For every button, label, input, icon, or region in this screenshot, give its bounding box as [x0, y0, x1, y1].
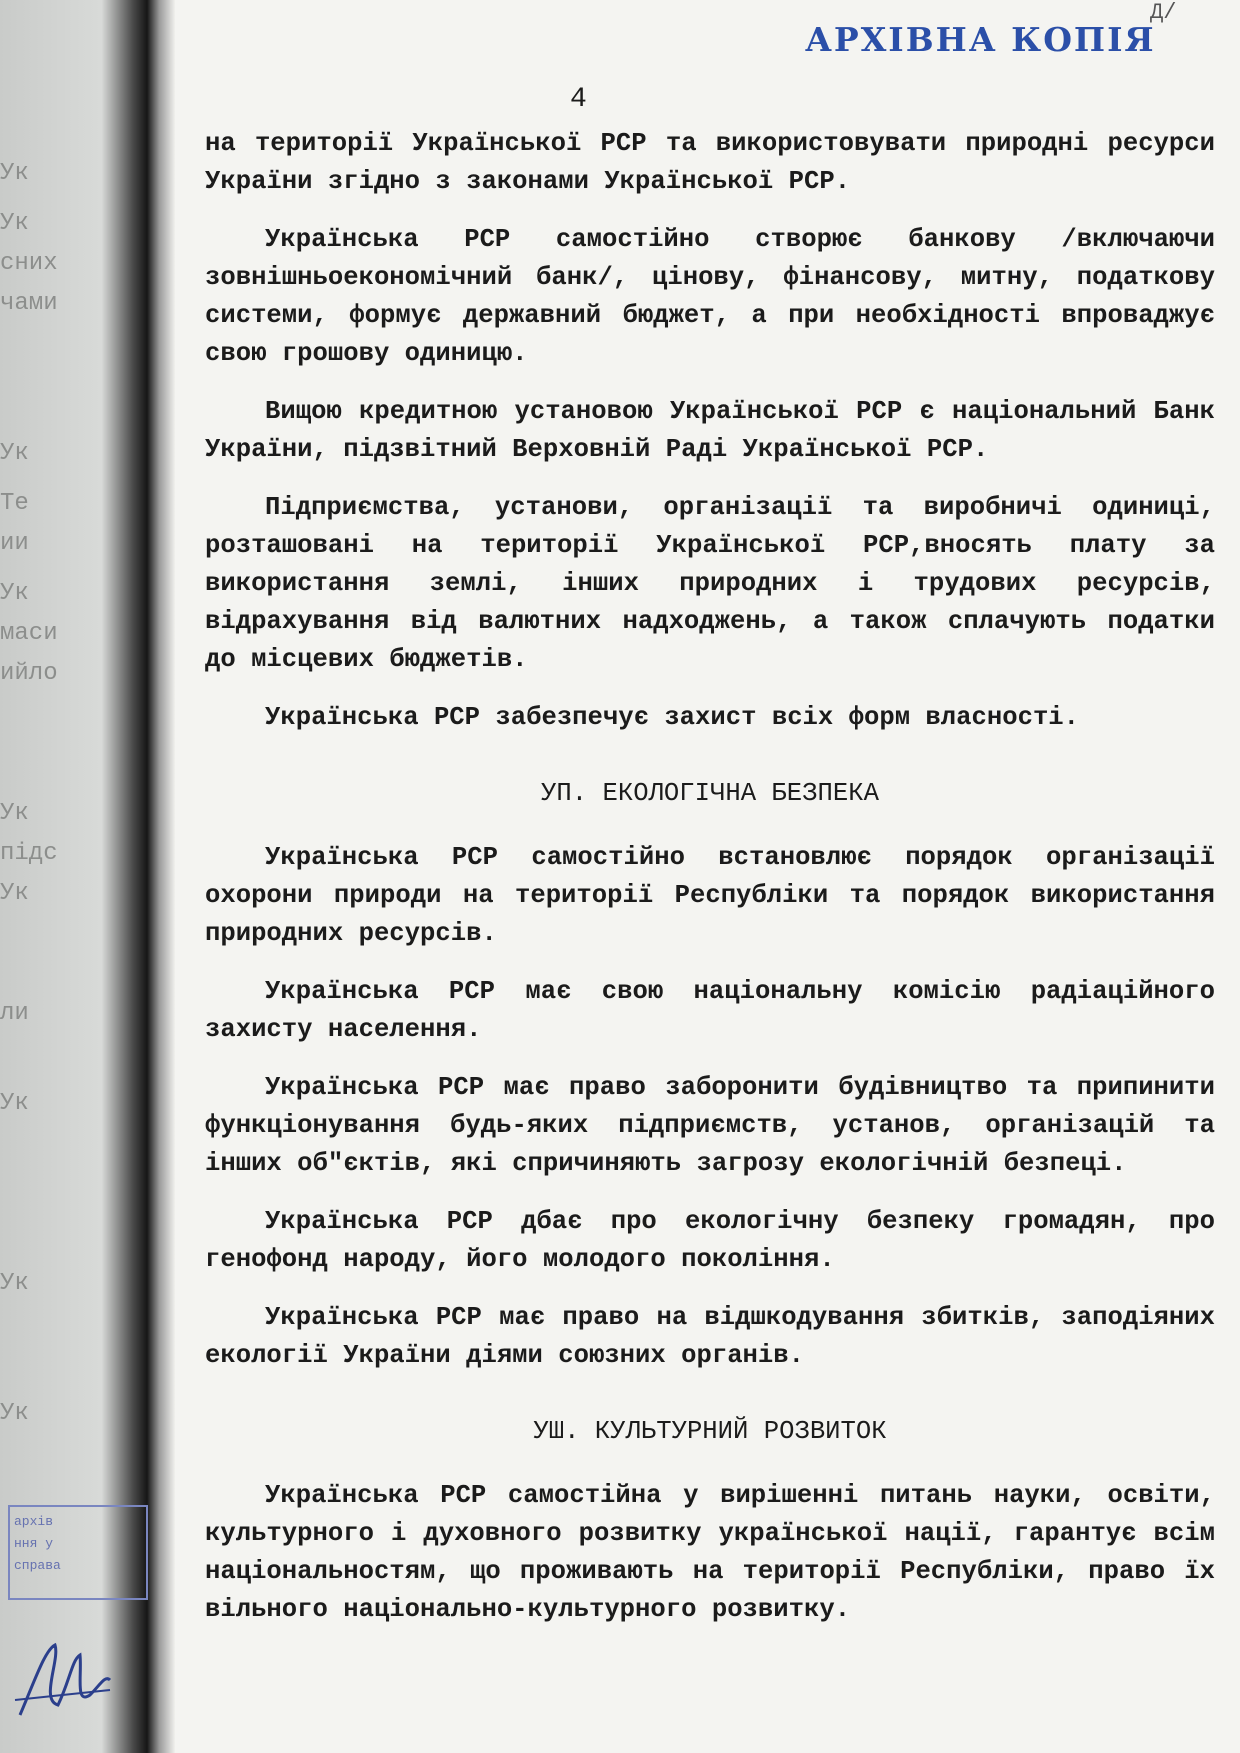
bleed-fragment: Ук — [0, 440, 29, 467]
bleed-fragment: Ук — [0, 1270, 29, 1297]
section-heading: УШ. КУЛЬТУРНИЙ РОЗВИТОК — [533, 1417, 887, 1446]
paragraph: Українська РСР має право на відшкодування збитків, заподіяних екології України діями союзних органів. — [205, 1303, 1215, 1370]
stamp-line: ння у — [14, 1536, 54, 1551]
bleed-fragment: чами — [0, 290, 58, 317]
paragraph: Українська РСР самостійно встановлює порядок організації охорони природи на території Республіки та порядок використання природних ресурсів. — [205, 843, 1215, 948]
bleed-fragment: ийло — [0, 660, 58, 687]
bleed-fragment: Те — [0, 490, 29, 517]
signature-icon — [10, 1620, 120, 1730]
stamp-line: справа — [14, 1558, 61, 1573]
bleed-fragment: ии — [0, 530, 29, 557]
paragraph: Українська РСР дбає про екологічну безпеку громадян, про генофонд народу, його молодого покоління. — [205, 1207, 1215, 1274]
paragraph: Українська РСР самостійна у вирішенні питань науки, освіти, культурного і духовного розвитку української нації, гарантує всім національностям, що проживають на території Республіки, право їх вільного національно-культурного розвитку. — [205, 1481, 1215, 1624]
bleed-fragment: Ук — [0, 800, 29, 827]
paragraph: Підприємства, установи, організації та виробничі одиниці, розташовані на території Української РСР,вносять плату за використання землі, інших природних і трудових ресурсів, відрахування від валютних надходжень, а також сплачують податки до місцевих бюджетів. — [205, 493, 1215, 674]
stamp-line: архів — [14, 1514, 54, 1529]
bleed-fragment: ли — [0, 1000, 29, 1027]
bleed-fragment: Ук — [0, 880, 29, 907]
page-number: 4 — [570, 84, 587, 115]
archive-stamp-box — [8, 1505, 148, 1600]
paragraph: Українська РСР самостійно створює банкову /включаючи зовнішньоекономічний банк/, цінову, фінансову, митну, податкову системи, формує державний бюджет, а при необхідності впроваджує свою грошову одиницю. — [205, 225, 1215, 368]
paragraph: Українська РСР забезпечує захист всіх форм власності. — [265, 703, 1080, 732]
bleed-fragment: Ук — [0, 160, 29, 187]
bleed-fragment: підс — [0, 840, 58, 867]
archive-copy-stamp: АРХІВНА КОПІЯ — [805, 20, 1156, 59]
bleed-fragment: Ук — [0, 580, 29, 607]
paragraph: на території Української РСР та використовувати природні ресурси України згідно з законами Української РСР. — [205, 129, 1215, 196]
paragraph: Українська РСР має свою національну комісію радіаційного захисту населення. — [205, 977, 1215, 1044]
section-heading: УП. ЕКОЛОГІЧНА БЕЗПЕКА — [541, 779, 879, 808]
bleed-fragment: Ук — [0, 1400, 29, 1427]
corner-mark: Д/ — [1150, 0, 1177, 25]
bleed-fragment: маси — [0, 620, 58, 647]
paragraph: Українська РСР має право заборонити будівництво та припинити функціонування будь-яких підприємств, установ, організацій та інших об"єктів, які спричиняють загрозу екологічній безпеці. — [205, 1073, 1215, 1178]
bleed-fragment: сних — [0, 250, 58, 277]
bleed-fragment: Ук — [0, 210, 29, 237]
paragraph: Вищою кредитною установою Української РСР є національний Банк України, підзвітний Верховній Раді Української РСР. — [205, 397, 1215, 464]
bleed-fragment: Ук — [0, 1090, 29, 1117]
document-body — [205, 125, 1215, 1649]
